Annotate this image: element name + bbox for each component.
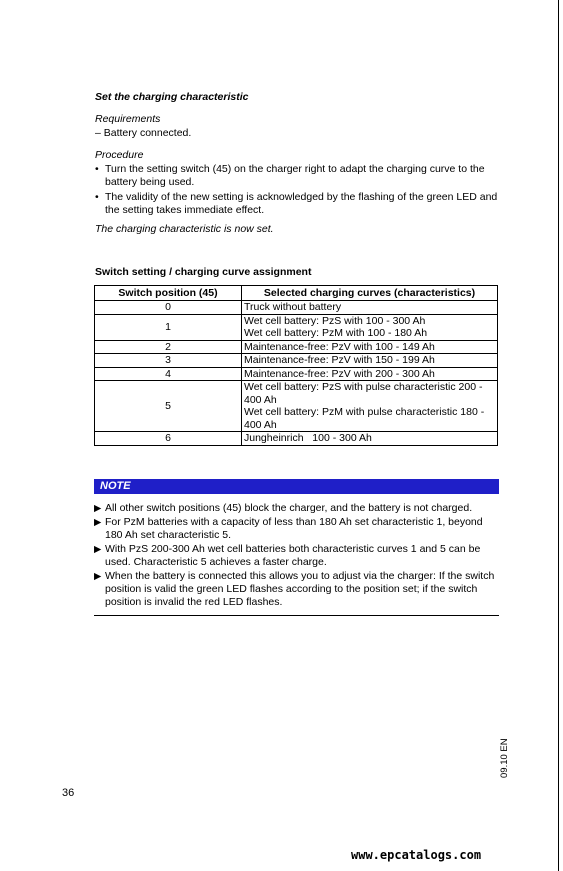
table-row	[95, 381, 498, 432]
cell-line: Maintenance-free: PzV with 100 - 149 Ah	[244, 340, 435, 353]
triangle-bullet-icon: ▶	[94, 544, 102, 555]
cell-line: Jungheinrich 100 - 300 Ah	[244, 432, 372, 444]
procedure-step	[95, 163, 500, 189]
triangle-bullet-icon: ▶	[94, 517, 102, 528]
note-item-text: All other switch positions (45) block the charger, and the battery is not charged.	[105, 502, 473, 514]
procedure-heading: Procedure	[95, 149, 144, 161]
note-item	[94, 502, 500, 515]
charging-curve-cell	[242, 314, 498, 340]
table-row	[95, 432, 498, 446]
cell-line: Maintenance-free: PzV with 150 - 199 Ah	[244, 354, 435, 366]
switch-position-cell: 1	[95, 314, 242, 340]
cell-line: Maintenance-free: PzV with 200 - 300 Ah	[244, 367, 435, 380]
note-item	[94, 570, 500, 609]
switch-position-cell: 3	[95, 354, 242, 368]
column-header-charging-curves: Selected charging curves (characteristics)	[242, 286, 498, 301]
procedure-result: The charging characteristic is now set.	[95, 223, 274, 235]
page-number: 36	[62, 787, 75, 799]
procedure-list	[95, 163, 500, 217]
note-divider	[94, 615, 499, 616]
procedure-step-text: The validity of the new setting is acknowledged by the flashing of the green LED and the setting takes immediate effect.	[105, 191, 498, 216]
bullet-icon: •	[95, 191, 99, 203]
charging-curve-cell	[242, 381, 498, 432]
requirements-heading: Requirements	[95, 113, 161, 125]
bullet-icon: •	[95, 163, 99, 175]
note-item	[94, 516, 500, 542]
note-item-text: For PzM batteries with a capacity of less than 180 Ah set characteristic 1, beyond 180 Ah set characteristic 5.	[105, 516, 483, 541]
note-item-text: When the battery is connected this allows you to adjust via the charger: If the switch position is valid the green LED flashes according to the position set; if the switch position is invalid the red LED flashes.	[105, 570, 495, 608]
switch-position-cell: 6	[95, 432, 242, 446]
table-row	[95, 314, 498, 340]
triangle-bullet-icon: ▶	[94, 503, 102, 514]
note-banner: NOTE	[94, 479, 499, 494]
section-title: Set the charging characteristic	[95, 91, 249, 103]
table-row	[95, 367, 498, 381]
cell-line: Wet cell battery: PzM with pulse characteristic 180 - 400 Ah	[244, 406, 485, 431]
watermark: www.epcatalogs.com	[351, 848, 482, 862]
table-row	[95, 340, 498, 354]
cell-line: Truck without battery	[244, 301, 342, 313]
procedure-step-text: Turn the setting switch (45) on the charger right to adapt the charging curve to the battery being used.	[105, 163, 485, 188]
procedure-step	[95, 191, 500, 217]
table-header-row	[95, 286, 498, 301]
table-row	[95, 354, 498, 368]
page-edge-line	[558, 0, 559, 871]
switch-position-cell: 2	[95, 340, 242, 354]
switch-position-cell: 0	[95, 301, 242, 315]
note-item	[94, 543, 500, 569]
column-header-switch-position: Switch position (45)	[95, 286, 242, 301]
requirement-item: – Battery connected.	[95, 127, 192, 139]
charging-curve-cell	[242, 354, 498, 368]
charging-curve-cell	[242, 367, 498, 381]
note-list	[94, 502, 500, 610]
charging-curve-cell	[242, 340, 498, 354]
switch-position-cell: 4	[95, 367, 242, 381]
cell-line: Wet cell battery: PzM with 100 - 180 Ah	[244, 327, 428, 339]
table-title: Switch setting / charging curve assignment	[95, 266, 312, 278]
charging-curve-cell	[242, 301, 498, 315]
triangle-bullet-icon: ▶	[94, 571, 102, 582]
cell-line: Wet cell battery: PzS with pulse characteristic 200 - 400 Ah	[244, 381, 483, 406]
table-row	[95, 301, 498, 315]
cell-line: Wet cell battery: PzS with 100 - 300 Ah	[244, 314, 426, 327]
switch-position-cell: 5	[95, 381, 242, 432]
charging-curve-cell	[242, 432, 498, 446]
charging-curve-table	[94, 285, 498, 446]
note-item-text: With PzS 200-300 Ah wet cell batteries both characteristic curves 1 and 5 can be used. Characteristic 5 achieves a faster charge.	[105, 543, 481, 568]
edition-label: 09.10 EN	[499, 738, 510, 778]
